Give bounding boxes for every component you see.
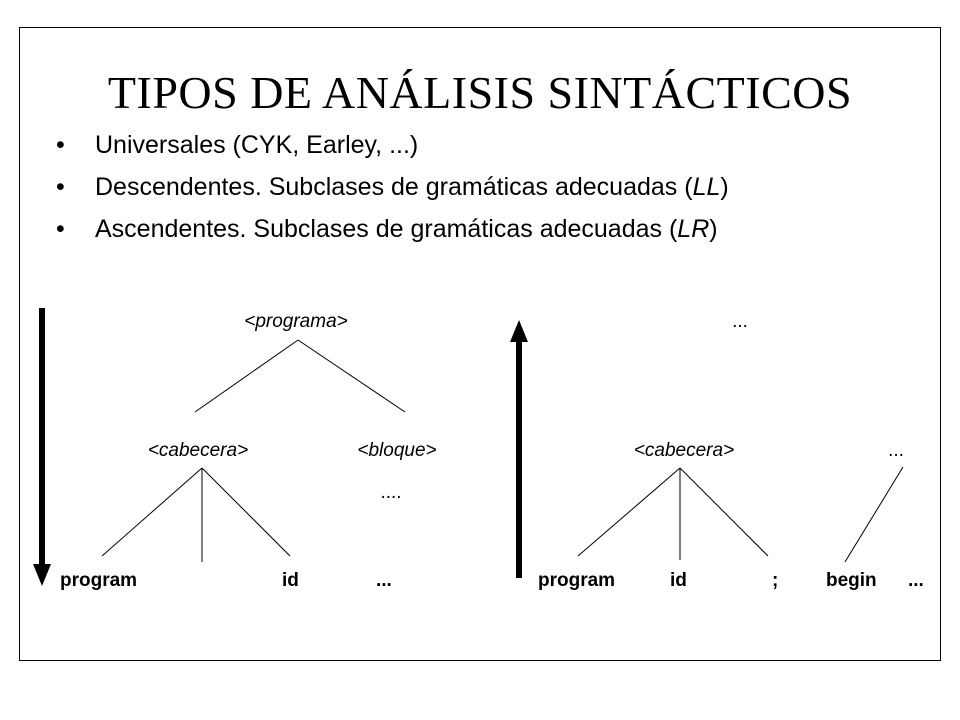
node-cabecera: <cabecera> xyxy=(147,440,249,461)
edge-programa-cabecera xyxy=(195,340,298,412)
node-sibling-ellipsis: ... xyxy=(888,440,904,461)
edge-cabecera-semicolon xyxy=(680,468,768,556)
token-ellipsis: ... xyxy=(376,570,392,591)
token-begin: begin xyxy=(826,570,877,591)
bullet-text-close: ) xyxy=(709,215,718,243)
edge-cabecera-program xyxy=(102,468,202,556)
bullet-text-main: Ascendentes. Subclases de gramáticas adecuadas ( xyxy=(95,215,678,243)
descendente-tree xyxy=(33,308,437,591)
up-arrow-head xyxy=(510,320,528,342)
token-id: id xyxy=(282,570,299,591)
bullet-text-main: Descendentes. Subclases de gramáticas adecuadas ( xyxy=(95,173,693,201)
edge-sibling-begin xyxy=(845,467,903,562)
bullet-dot: • xyxy=(56,173,65,201)
bullet-dot: • xyxy=(56,215,65,243)
token-ellipsis: ... xyxy=(908,570,924,591)
edge-programa-bloque xyxy=(298,340,405,412)
bullet-text: Universales (CYK, Earley, ...) xyxy=(95,131,419,159)
bloque-ellipsis: .... xyxy=(380,482,402,503)
edge-cabecera-program xyxy=(578,468,680,556)
node-programa: <programa> xyxy=(244,311,348,332)
node-bloque: <bloque> xyxy=(357,440,437,461)
bullet-text-italic: LR xyxy=(677,215,710,243)
node-root-ellipsis: ... xyxy=(732,311,748,332)
bullet-text-italic: LL xyxy=(692,173,721,201)
down-arrow-head xyxy=(33,564,51,586)
token-semicolon: ; xyxy=(772,570,779,591)
token-program: program xyxy=(60,570,138,591)
slide-title: TIPOS DE ANÁLISIS SINTÁCTICOS xyxy=(107,67,853,118)
token-id: id xyxy=(670,570,687,591)
node-cabecera: <cabecera> xyxy=(633,440,735,461)
ascendente-tree xyxy=(510,311,924,591)
edge-cabecera-id xyxy=(202,468,290,556)
token-program: program xyxy=(538,570,616,591)
bullet-text-close: ) xyxy=(720,173,729,201)
bullet-dot: • xyxy=(56,131,65,159)
